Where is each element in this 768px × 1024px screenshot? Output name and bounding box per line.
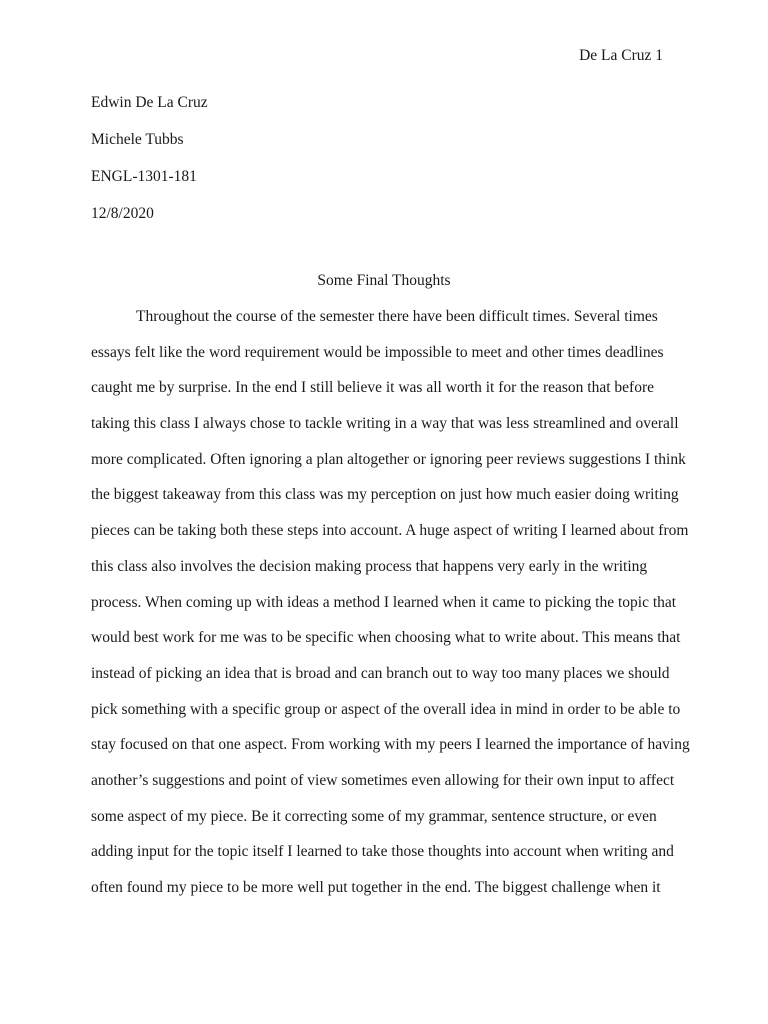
body-line: Throughout the course of the semester there have been difficult times. Several times xyxy=(136,308,658,325)
body-line: adding input for the topic itself I learned to take those thoughts into account when writing and xyxy=(91,843,674,861)
body-line: stay focused on that one aspect. From working with my peers I learned the importance of having xyxy=(91,736,690,754)
body-line: process. When coming up with ideas a method I learned when it came to picking the topic that xyxy=(91,593,677,611)
body-line: caught me by surprise. In the end I still believe it was all worth it for the reason that before xyxy=(91,379,654,397)
author-name: Edwin De La Cruz xyxy=(91,94,208,111)
body-line: another’s suggestions and point of view sometimes even allowing for their own input to affect xyxy=(91,771,675,789)
body-line: pieces can be taking both these steps into account. A huge aspect of writing I learned about from xyxy=(91,522,689,540)
course-code: ENGL-1301-181 xyxy=(91,168,197,185)
body-line: would best work for me was to be specific when choosing what to write about. This means that xyxy=(91,629,681,647)
body-line: this class also involves the decision making process that happens very early in the writing xyxy=(91,557,648,575)
essay-date: 12/8/2020 xyxy=(91,205,154,222)
body-line: some aspect of my piece. Be it correcting some of my grammar, sentence structure, or even xyxy=(91,807,657,825)
body-line: instead of picking an idea that is broad and can branch out to way too many places we should xyxy=(91,664,670,682)
essay-title: Some Final Thoughts xyxy=(317,272,451,289)
body-line: taking this class I always chose to tackle writing in a way that was less streamlined and overall xyxy=(91,415,679,433)
essay-body xyxy=(91,307,691,914)
running-head: De La Cruz 1 xyxy=(579,47,663,64)
body-line: pick something with a specific group or aspect of the overall idea in mind in order to be able to xyxy=(91,700,681,718)
body-line: the biggest takeaway from this class was my perception on just how much easier doing writing xyxy=(91,486,679,504)
mla-heading xyxy=(91,93,208,241)
body-line: essays felt like the word requirement would be impossible to meet and other times deadlines xyxy=(91,343,664,361)
body-line: more complicated. Often ignoring a plan altogether or ignoring peer reviews suggestions I think xyxy=(91,450,686,468)
body-line: often found my piece to be more well put together in the end. The biggest challenge when it xyxy=(91,879,661,896)
instructor-name: Michele Tubbs xyxy=(91,131,184,148)
